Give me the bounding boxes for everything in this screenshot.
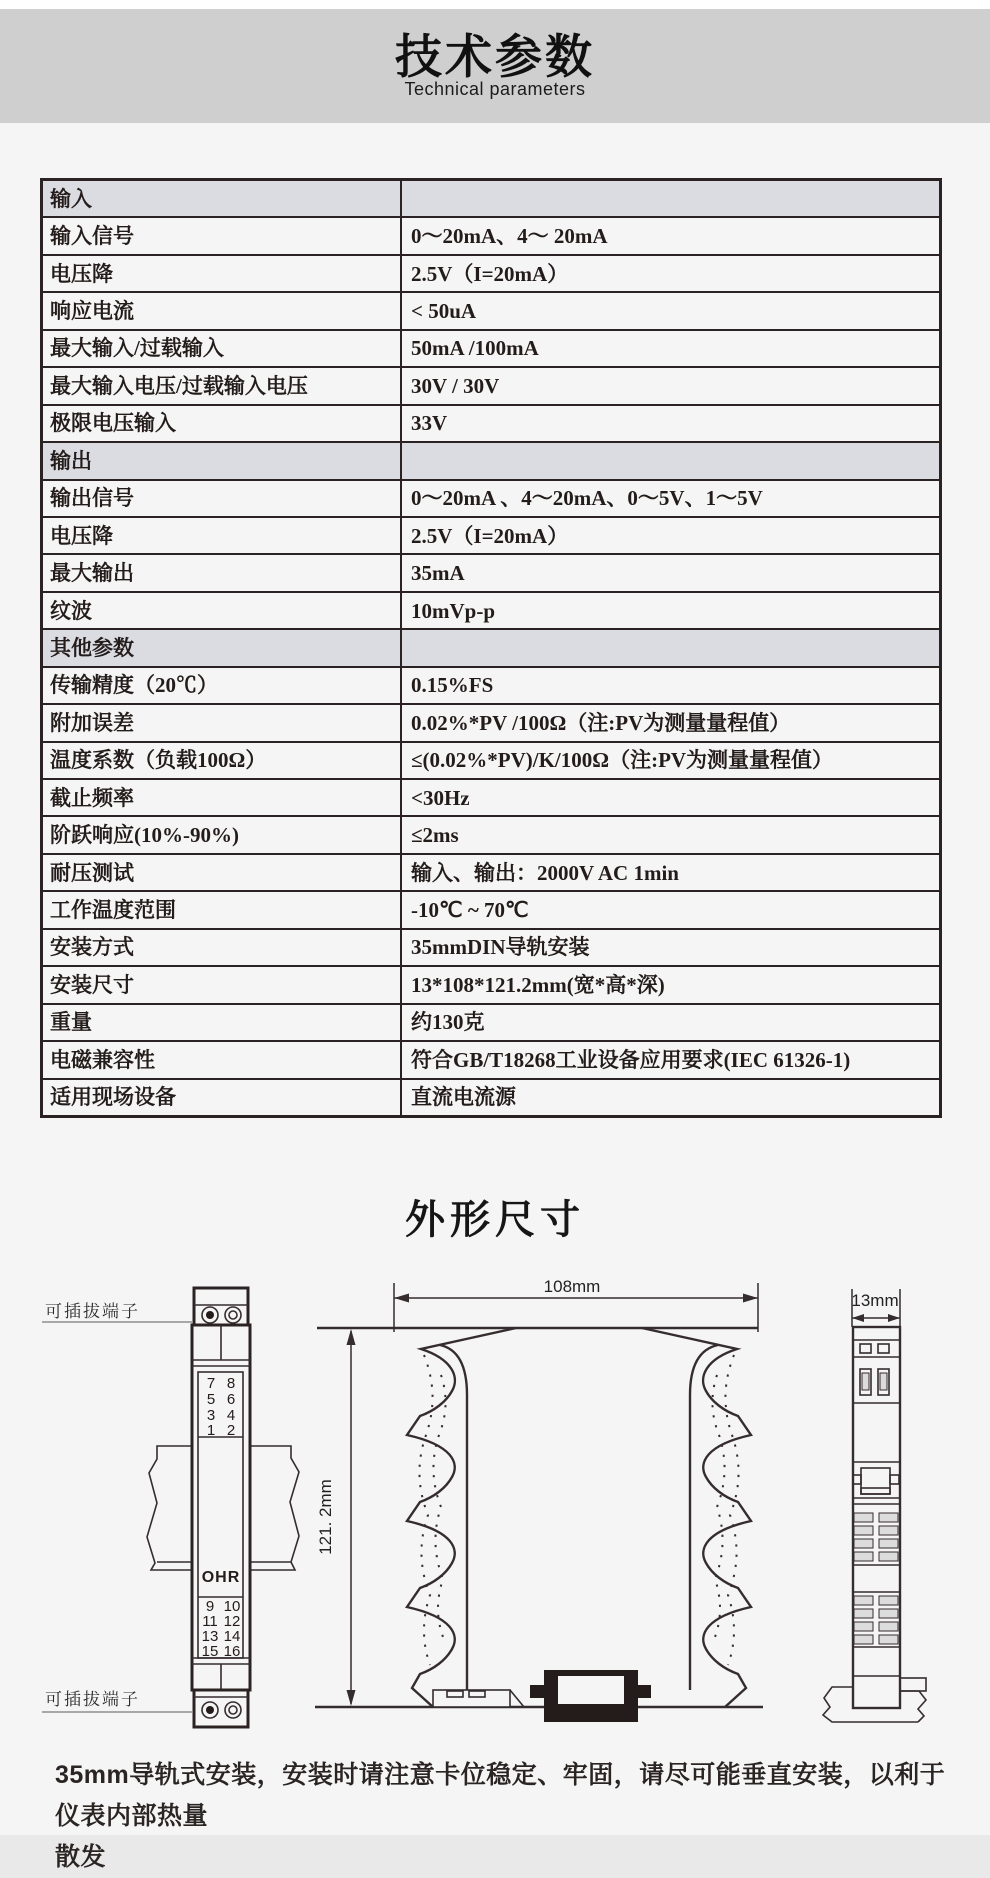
- spec-value-cell: 30V / 30V: [401, 367, 941, 404]
- spec-row: [42, 330, 941, 367]
- spec-label-cell: 电压降: [42, 255, 402, 292]
- terminal-number: 16: [223, 1643, 241, 1660]
- spec-section-row: [42, 442, 941, 479]
- dimension-13mm: [851, 1289, 900, 1327]
- spec-label-cell: 附加误差: [42, 704, 402, 741]
- spec-value-cell: 符合GB/T18268工业设备应用要求(IEC 61326-1): [401, 1041, 941, 1078]
- spec-row: [42, 554, 941, 591]
- spec-label-cell: 工作温度范围: [42, 891, 402, 928]
- spec-table: [40, 178, 942, 1118]
- mounting-note-line1: 35mm导轨式安装，安装时请注意卡位稳定、牢固，请尽可能垂直安装，以利于仪表内部热量: [55, 1761, 946, 1830]
- brand-logo: OHR: [201, 1569, 241, 1586]
- spec-value-cell: <30Hz: [401, 779, 941, 816]
- spec-label-cell: 阶跃响应(10%-90%): [42, 816, 402, 853]
- spec-label-cell: 传输精度（20℃）: [42, 667, 402, 704]
- spec-label-cell: 电压降: [42, 517, 402, 554]
- page-subtitle: Technical parameters: [404, 79, 586, 99]
- dimensions-title: 外形尺寸: [405, 1198, 585, 1242]
- terminal-number: 5: [206, 1391, 216, 1408]
- terminal-number: 14: [223, 1628, 241, 1645]
- pluggable-terminal-label-top: 可插拔端子: [45, 1302, 140, 1321]
- spec-value-cell: [401, 180, 941, 218]
- spec-value-cell: 2.5V（I=20mA）: [401, 517, 941, 554]
- spec-label-cell: 电磁兼容性: [42, 1041, 402, 1078]
- spec-row: [42, 667, 941, 704]
- spec-row: [42, 480, 941, 517]
- spec-value-cell: < 50uA: [401, 292, 941, 329]
- spec-value-cell: 35mmDIN导轨安装: [401, 929, 941, 966]
- spec-row: [42, 592, 941, 629]
- spec-value-cell: 0～20mA 、4～20mA、0～5V、1～5V: [401, 480, 941, 517]
- terminal-number: 3: [206, 1407, 216, 1424]
- page-title: 技术参数: [395, 30, 595, 83]
- spec-value-cell: 13*108*121.2mm(宽*高*深): [401, 966, 941, 1003]
- spec-label-cell: 输出信号: [42, 480, 402, 517]
- spec-label-cell: 重量: [42, 1004, 402, 1041]
- spec-value-cell: 0.15%FS: [401, 667, 941, 704]
- spec-label-cell: 温度系数（负载100Ω）: [42, 742, 402, 779]
- spec-row: [42, 891, 941, 928]
- spec-label-cell: 耐压测试: [42, 854, 402, 891]
- spec-label-cell: 截止频率: [42, 779, 402, 816]
- top-view-drawing: [315, 1277, 763, 1722]
- terminal-number: 2: [226, 1422, 236, 1439]
- spec-table-body: [42, 180, 941, 1117]
- spec-row: [42, 1079, 941, 1117]
- din-rail-clip: [530, 1670, 651, 1722]
- side-view-drawing: [823, 1289, 926, 1722]
- spec-row: [42, 966, 941, 1003]
- pluggable-terminal-label-bottom: 可插拔端子: [45, 1690, 140, 1709]
- terminal-number: 6: [226, 1391, 236, 1408]
- spec-value-cell: 50mA /100mA: [401, 330, 941, 367]
- bottom-terminal-strip: [433, 1690, 524, 1707]
- spec-label-cell: 最大输出: [42, 554, 402, 591]
- front-view-drawing: [42, 1288, 299, 1727]
- spec-row: [42, 367, 941, 404]
- terminal-number: 4: [226, 1407, 236, 1424]
- spec-row: [42, 704, 941, 741]
- terminal-number: 12: [223, 1613, 241, 1630]
- spec-label-cell: 安装尺寸: [42, 966, 402, 1003]
- spec-row: [42, 1004, 941, 1041]
- spec-label-cell: 最大输入/过载输入: [42, 330, 402, 367]
- spec-value-cell: 约130克: [401, 1004, 941, 1041]
- mounting-note: [55, 1755, 955, 1878]
- spec-label-cell: 极限电压输入: [42, 405, 402, 442]
- spec-row: [42, 1041, 941, 1078]
- spec-section-row: [42, 180, 941, 218]
- heat-fins-left: [407, 1328, 516, 1707]
- bottom-terminal-block: [194, 1690, 248, 1727]
- spec-label-cell: 适用现场设备: [42, 1079, 402, 1117]
- module-body-side: [853, 1327, 900, 1708]
- spec-row: [42, 742, 941, 779]
- spec-value-cell: 33V: [401, 405, 941, 442]
- dimension-108mm: [394, 1277, 758, 1332]
- terminal-number: 1: [206, 1422, 216, 1439]
- terminal-number: 9: [205, 1598, 215, 1615]
- spec-value-cell: 2.5V（I=20mA）: [401, 255, 941, 292]
- spec-label-cell: 输入信号: [42, 217, 402, 254]
- spec-row: [42, 405, 941, 442]
- terminal-number: 15: [201, 1643, 219, 1660]
- spec-value-cell: 输入、输出：2000V AC 1min: [401, 854, 941, 891]
- mounting-note-line2: 散发: [55, 1843, 107, 1871]
- spec-label-cell: 输入: [42, 180, 402, 218]
- spec-row: [42, 929, 941, 966]
- dimension-label-13mm: 13mm: [851, 1291, 899, 1310]
- spec-label-cell: 安装方式: [42, 929, 402, 966]
- spec-label-cell: 最大输入电压/过载输入电压: [42, 367, 402, 404]
- spec-value-cell: [401, 629, 941, 666]
- terminal-number: 10: [223, 1598, 241, 1615]
- dimension-drawings: [0, 1245, 990, 1770]
- spec-row: [42, 816, 941, 853]
- spec-label-cell: 纹波: [42, 592, 402, 629]
- spec-value-cell: [401, 442, 941, 479]
- dimension-121-2mm: [316, 1329, 356, 1706]
- top-strip: [0, 0, 990, 9]
- dimension-label-121-2mm: 121. 2mm: [316, 1479, 335, 1555]
- spec-section-row: [42, 629, 941, 666]
- spec-row: [42, 292, 941, 329]
- terminal-number: 7: [206, 1375, 216, 1392]
- spec-row: [42, 255, 941, 292]
- spec-value-cell: 0.02%*PV /100Ω（注:PV为测量量程值）: [401, 704, 941, 741]
- top-terminal-block: [194, 1288, 248, 1325]
- terminal-number: 11: [202, 1613, 218, 1630]
- spec-label-cell: 输出: [42, 442, 402, 479]
- spec-row: [42, 779, 941, 816]
- spec-label-cell: 响应电流: [42, 292, 402, 329]
- spec-value-cell: -10℃ ~ 70℃: [401, 891, 941, 928]
- heat-fins-right: [642, 1328, 751, 1707]
- spec-value-cell: 35mA: [401, 554, 941, 591]
- spec-row: [42, 517, 941, 554]
- spec-row: [42, 217, 941, 254]
- spec-value-cell: ≤(0.02%*PV)/K/100Ω（注:PV为测量量程值）: [401, 742, 941, 779]
- spec-value-cell: 直流电流源: [401, 1079, 941, 1117]
- spec-value-cell: 0～20mA、4～ 20mA: [401, 217, 941, 254]
- spec-value-cell: ≤2ms: [401, 816, 941, 853]
- spec-value-cell: 10mVp-p: [401, 592, 941, 629]
- spec-label-cell: 其他参数: [42, 629, 402, 666]
- spec-row: [42, 854, 941, 891]
- terminal-number: 13: [201, 1628, 219, 1645]
- terminal-number: 8: [226, 1375, 236, 1392]
- dimension-label-108mm: 108mm: [543, 1277, 601, 1296]
